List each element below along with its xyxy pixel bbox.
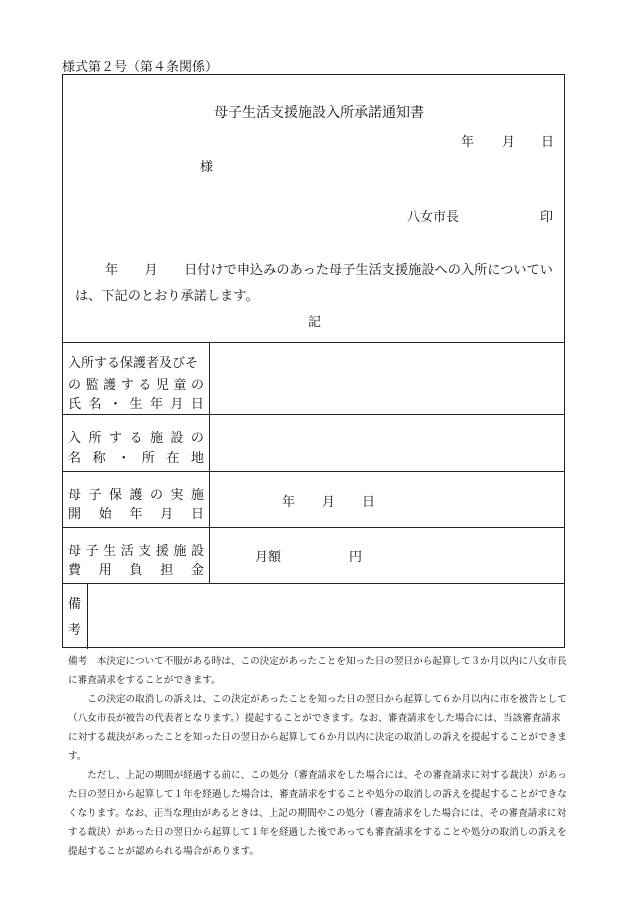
form-number-label: 様式第２号（第４条関係）	[62, 60, 219, 75]
notes-lead: 備考	[68, 656, 88, 667]
date-month: 月	[502, 135, 516, 150]
start-date-day: 日	[362, 495, 376, 510]
remarks-label-top: 備	[68, 597, 82, 612]
body-text-line2: は、下記のとおり承諾します。	[75, 289, 259, 304]
guardian-label-line1: 入所する保護者及びそ	[68, 356, 199, 371]
guardian-label-char: の	[190, 378, 204, 393]
guardian-label-line2	[68, 374, 204, 393]
facility-label-line2: 名 称 ・ 所 在 地	[68, 451, 204, 466]
guardian-label-char: 童	[173, 378, 187, 393]
cost-label-line1: 母 子 生 活 支 援 施 設	[68, 544, 204, 559]
cost-yen-unit: 円	[349, 550, 363, 565]
guardian-label-char: 児	[155, 378, 169, 393]
row-divider	[63, 342, 564, 343]
date-day: 日	[541, 135, 555, 150]
guardian-label-char: る	[138, 378, 152, 393]
notes-paragraph-1: 備考 本決定について不服がある時は、この決定があったことを知った日の翌日から起算して３か月以内に八女市長に審査請求をすることができます。	[68, 656, 567, 686]
issuer-name: 八女市長	[407, 210, 460, 225]
guardian-label-char: の	[68, 378, 82, 393]
start-label-line2: 開 始 年 月 日	[68, 507, 204, 522]
body-text-line1: 年 月 日付けで申込みのあった母子生活支援施設への入所についてい	[105, 263, 553, 278]
notice-form-frame	[62, 74, 565, 648]
start-label-line1: 母 子 保 護 の 実 施	[68, 488, 204, 503]
seal-mark: 印	[540, 210, 554, 225]
guardian-label-char: す	[120, 378, 134, 393]
row-divider	[63, 471, 564, 472]
guardian-label-line3: 氏 名 ・ 生 年 月 日	[68, 397, 204, 412]
date-year: 年	[461, 135, 475, 150]
guardian-label-char: 護	[103, 378, 117, 393]
facility-label-line1: 入 所 す る 施 設 の	[68, 431, 204, 446]
row-divider	[63, 583, 564, 584]
document-title: 母子生活支援施設入所承諾通知書	[214, 105, 424, 121]
remarks-column-divider	[87, 583, 88, 649]
cost-monthly-label: 月額	[255, 550, 282, 565]
addressee-suffix: 様	[200, 160, 214, 175]
notes-paragraph-2: この決定の取消しの訴えは、この決定があったことを知った日の翌日から起算して６か月以内に市を被告として（八女市長が被告の代表者となります。）提起することができます。なお、審査請求をした場合には、当該審査請求に対する裁決があったことを知った日の翌日から起算して６か月以内に決定の取消しの訴えを提起することができます。	[68, 694, 567, 762]
ki-label: 記	[308, 315, 322, 330]
remarks-label-bottom: 考	[68, 623, 82, 638]
row-divider	[63, 414, 564, 415]
row-divider	[63, 527, 564, 528]
appeal-notes	[68, 652, 568, 861]
guardian-label-char: 監	[85, 378, 99, 393]
start-date-year: 年	[282, 495, 296, 510]
label-column-divider	[209, 342, 210, 583]
start-date-month: 月	[322, 495, 336, 510]
notes-paragraph-3: ただし、上記の期間が経過する前に、この処分（審査請求をした場合には、その審査請求に対する裁決）があった日の翌日から起算して１年を経過した場合は、審査請求をすることや処分の取消しの訴えを提起することができなくなります。なお、正当な理由があるときは、上記の期間やこの処分（審査請求をした場合には、その審査請求に対する裁決）があった日の翌日から起算して１年を経過した後であっても審査請求をすることや処分の取消しの訴えを提起することが認められる場合があります。	[68, 770, 567, 857]
cost-label-line2: 費 用 負 担 金	[68, 563, 204, 578]
